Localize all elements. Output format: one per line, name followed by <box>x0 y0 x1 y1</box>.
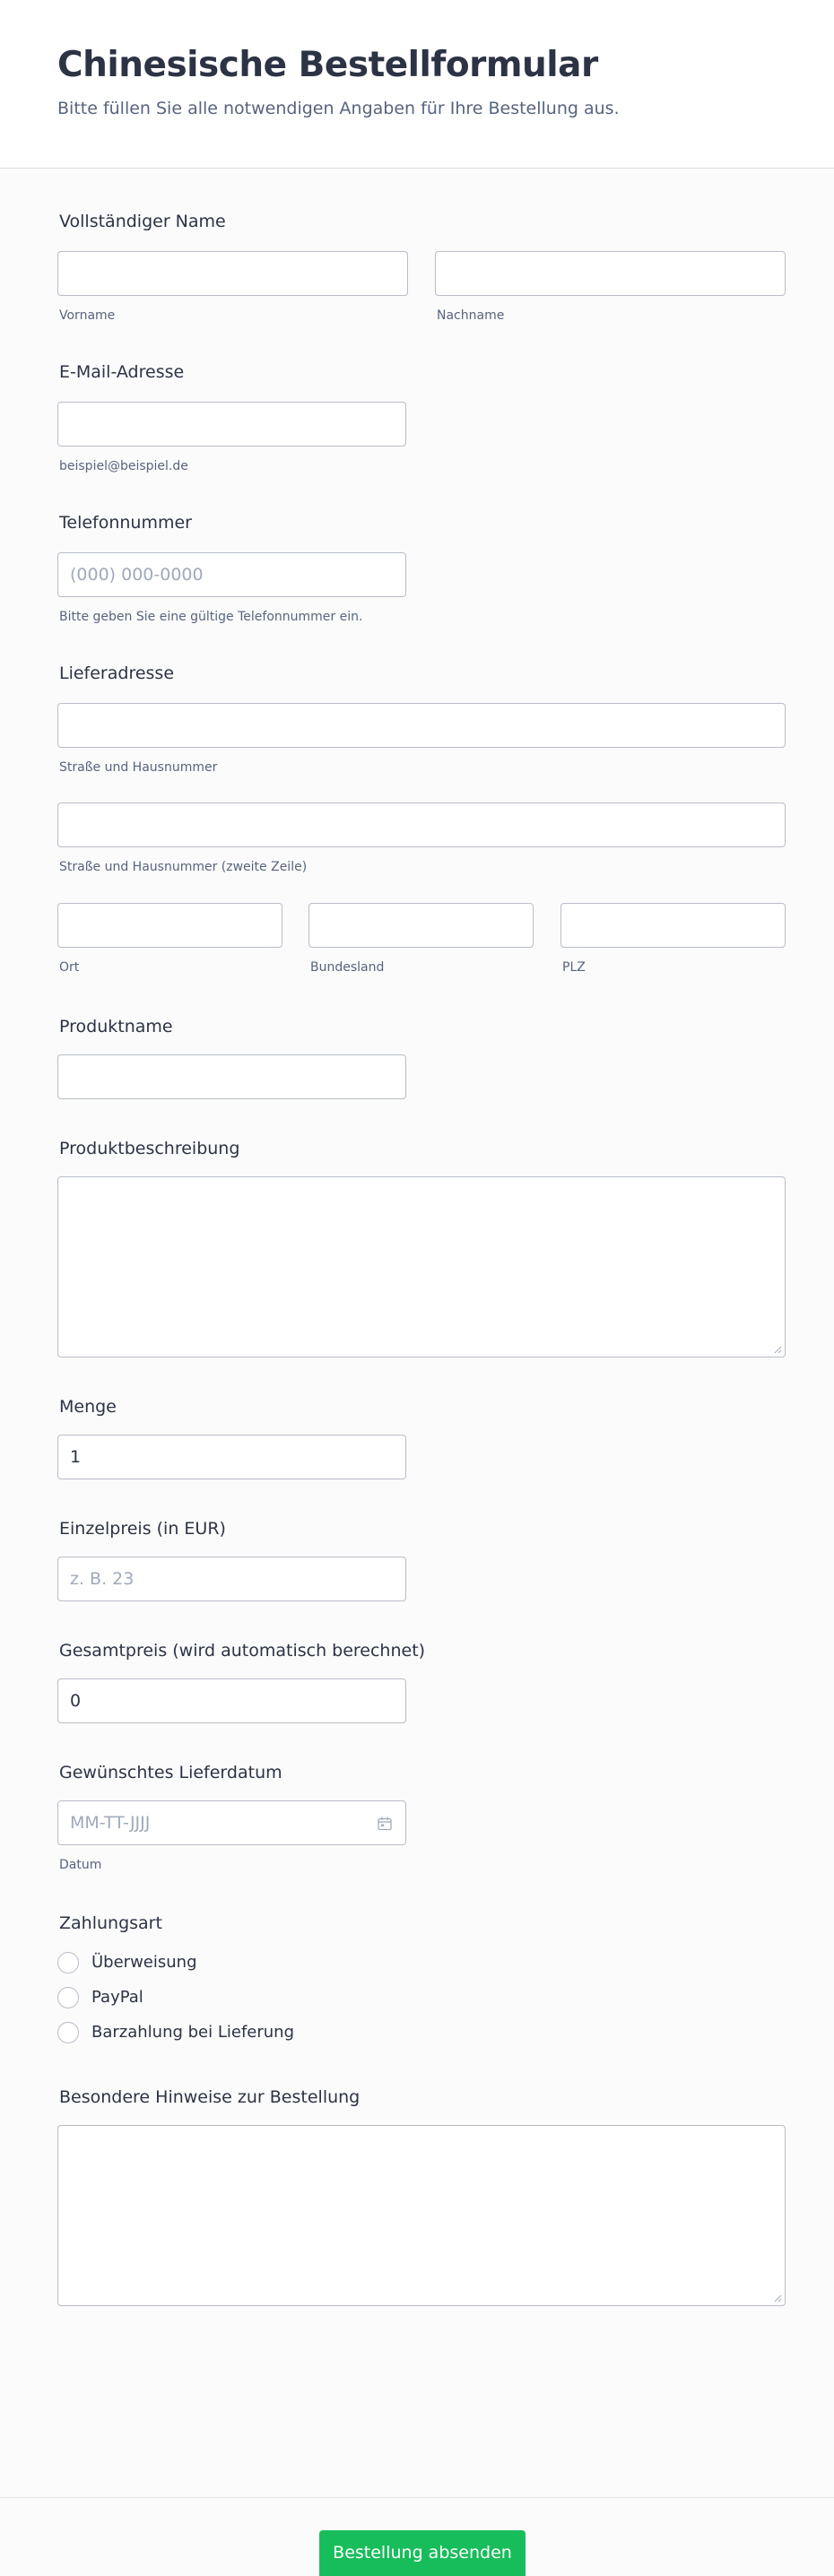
notes-label: Besondere Hinweise zur Bestellung <box>59 2087 361 2107</box>
radio-button[interactable] <box>57 1987 79 2008</box>
page-subtitle: Bitte füllen Sie alle notwendigen Angaben für Ihre Bestellung aus. <box>57 99 620 118</box>
first-name-sublabel: Vorname <box>59 308 116 323</box>
radio-label: Überweisung <box>91 1953 197 1972</box>
form-header <box>0 0 834 169</box>
phone-sublabel: Bitte geben Sie eine gültige Telefonnummer ein. <box>59 610 363 624</box>
email-input[interactable] <box>57 402 406 447</box>
city-input[interactable] <box>57 903 282 948</box>
product-description-textarea[interactable] <box>57 1176 786 1357</box>
email-label: E-Mail-Adresse <box>59 362 185 382</box>
radio-label: Barzahlung bei Lieferung <box>91 2023 295 2042</box>
notes-textarea[interactable] <box>57 2125 786 2306</box>
quantity-label: Menge <box>59 1397 117 1417</box>
page-title: Chinesische Bestellformular <box>57 45 598 85</box>
street2-sublabel: Straße und Hausnummer (zweite Zeile) <box>59 860 308 874</box>
email-sublabel: beispiel@beispiel.de <box>59 459 188 473</box>
product-description-label: Produktbeschreibung <box>59 1139 240 1158</box>
total-price-input[interactable]: 0 <box>57 1678 406 1723</box>
state-sublabel: Bundesland <box>310 960 385 975</box>
street-sublabel: Straße und Hausnummer <box>59 760 218 775</box>
phone-label: Telefonnummer <box>59 513 192 533</box>
street-input[interactable] <box>57 703 786 748</box>
last-name-input[interactable] <box>435 251 786 296</box>
payment-label: Zahlungsart <box>59 1913 162 1933</box>
quantity-input[interactable]: 1 <box>57 1435 406 1479</box>
resize-grip-icon[interactable] <box>773 1345 782 1354</box>
zip-input[interactable] <box>560 903 786 948</box>
resize-grip-icon[interactable] <box>773 2294 782 2303</box>
delivery-date-input[interactable] <box>57 1800 406 1845</box>
total-price-label: Gesamtpreis (wird automatisch berechnet) <box>59 1641 426 1661</box>
unit-price-input[interactable]: z. B. 23 <box>57 1557 406 1601</box>
full-name-label: Vollständiger Name <box>59 212 226 231</box>
submit-button[interactable]: Bestellung absenden <box>319 2530 526 2576</box>
product-name-input[interactable] <box>57 1054 406 1099</box>
last-name-sublabel: Nachname <box>437 308 505 323</box>
street2-input[interactable] <box>57 802 786 847</box>
city-sublabel: Ort <box>59 960 80 975</box>
radio-button[interactable] <box>57 2022 79 2043</box>
delivery-date-label: Gewünschtes Lieferdatum <box>59 1763 282 1782</box>
radio-label: PayPal <box>91 1988 143 2007</box>
delivery-date-placeholder: MM-TT-JJJJ <box>70 1813 151 1833</box>
first-name-input[interactable] <box>57 251 408 296</box>
phone-input[interactable]: (000) 000-0000 <box>57 552 406 597</box>
zip-sublabel: PLZ <box>562 960 586 975</box>
unit-price-label: Einzelpreis (in EUR) <box>59 1519 226 1539</box>
product-name-label: Produktname <box>59 1017 173 1036</box>
delivery-date-sublabel: Datum <box>59 1858 102 1872</box>
address-label: Lieferadresse <box>59 664 175 683</box>
calendar-icon[interactable] <box>377 1816 393 1832</box>
radio-button[interactable] <box>57 1952 79 1973</box>
state-input[interactable] <box>308 903 534 948</box>
